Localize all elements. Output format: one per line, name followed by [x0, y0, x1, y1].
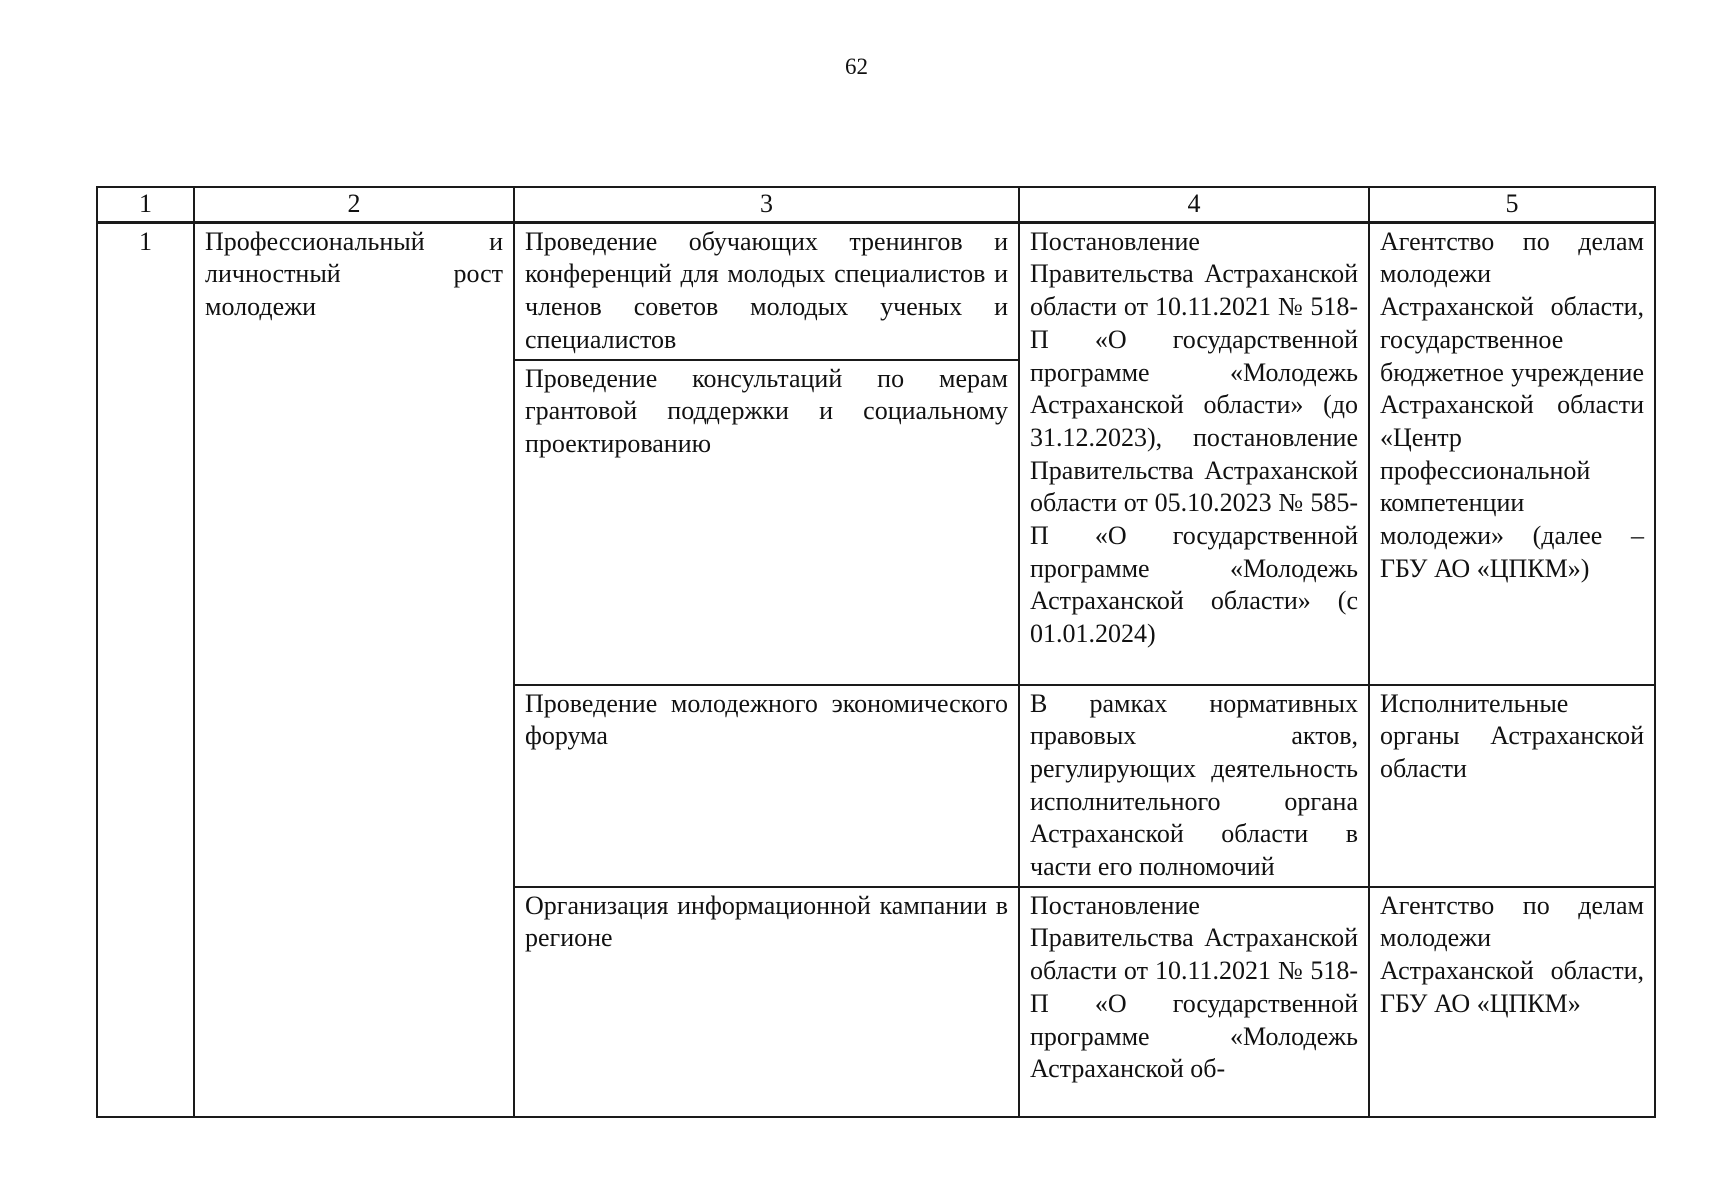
direction-cell: Профессиональный и личностный рост молодежи [194, 222, 514, 1117]
event-cell: Проведение консультаций по мерам грантовой поддержки и социальному проектированию [514, 360, 1019, 685]
responsible-cell: Агентство по делам молодежи Астраханской области, государственное бюджетное учреждение Астраханской области «Центр профессиональной компетенции молодежи» (далее – ГБУ АО «ЦПКМ») [1369, 222, 1655, 684]
header-col-1: 1 [97, 187, 194, 222]
event-cell: Проведение молодежного экономического форума [514, 685, 1019, 887]
header-col-3: 3 [514, 187, 1019, 222]
header-col-5: 5 [1369, 187, 1655, 222]
basis-cell: Постановление Правительства Астраханской области от 10.11.2021 № 518-П «О государственной программе «Молодежь Астраханской области» (до 31.12.2023), постановление Правительства Астраханской области от 05.10.2023 № 585-П «О государственной программе «Молодежь Астраханской области» (с 01.01.2024) [1019, 222, 1369, 684]
responsible-cell: Агентство по делам молодежи Астраханской области, ГБУ АО «ЦПКМ» [1369, 887, 1655, 1117]
header-col-4: 4 [1019, 187, 1369, 222]
responsible-cell: Исполнительные органы Астраханской области [1369, 685, 1655, 887]
program-table [96, 186, 1656, 1118]
basis-cell: Постановление Правительства Астраханской области от 10.11.2021 № 518-П «О государственной программе «Молодежь Астраханской об- [1019, 887, 1369, 1117]
event-cell: Проведение обучающих тренингов и конференций для молодых специалистов и членов советов молодых ученых и специалистов [514, 222, 1019, 359]
table-header-row [97, 187, 1655, 222]
row-number: 1 [97, 222, 194, 1117]
event-cell: Организация информационной кампании в регионе [514, 887, 1019, 1117]
header-col-2: 2 [194, 187, 514, 222]
page-number: 62 [845, 54, 868, 79]
basis-cell: В рамках нормативных правовых актов, регулирующих деятельность исполнительного органа Астраханской области в части его полномочий [1019, 685, 1369, 887]
table-row [97, 222, 1655, 359]
